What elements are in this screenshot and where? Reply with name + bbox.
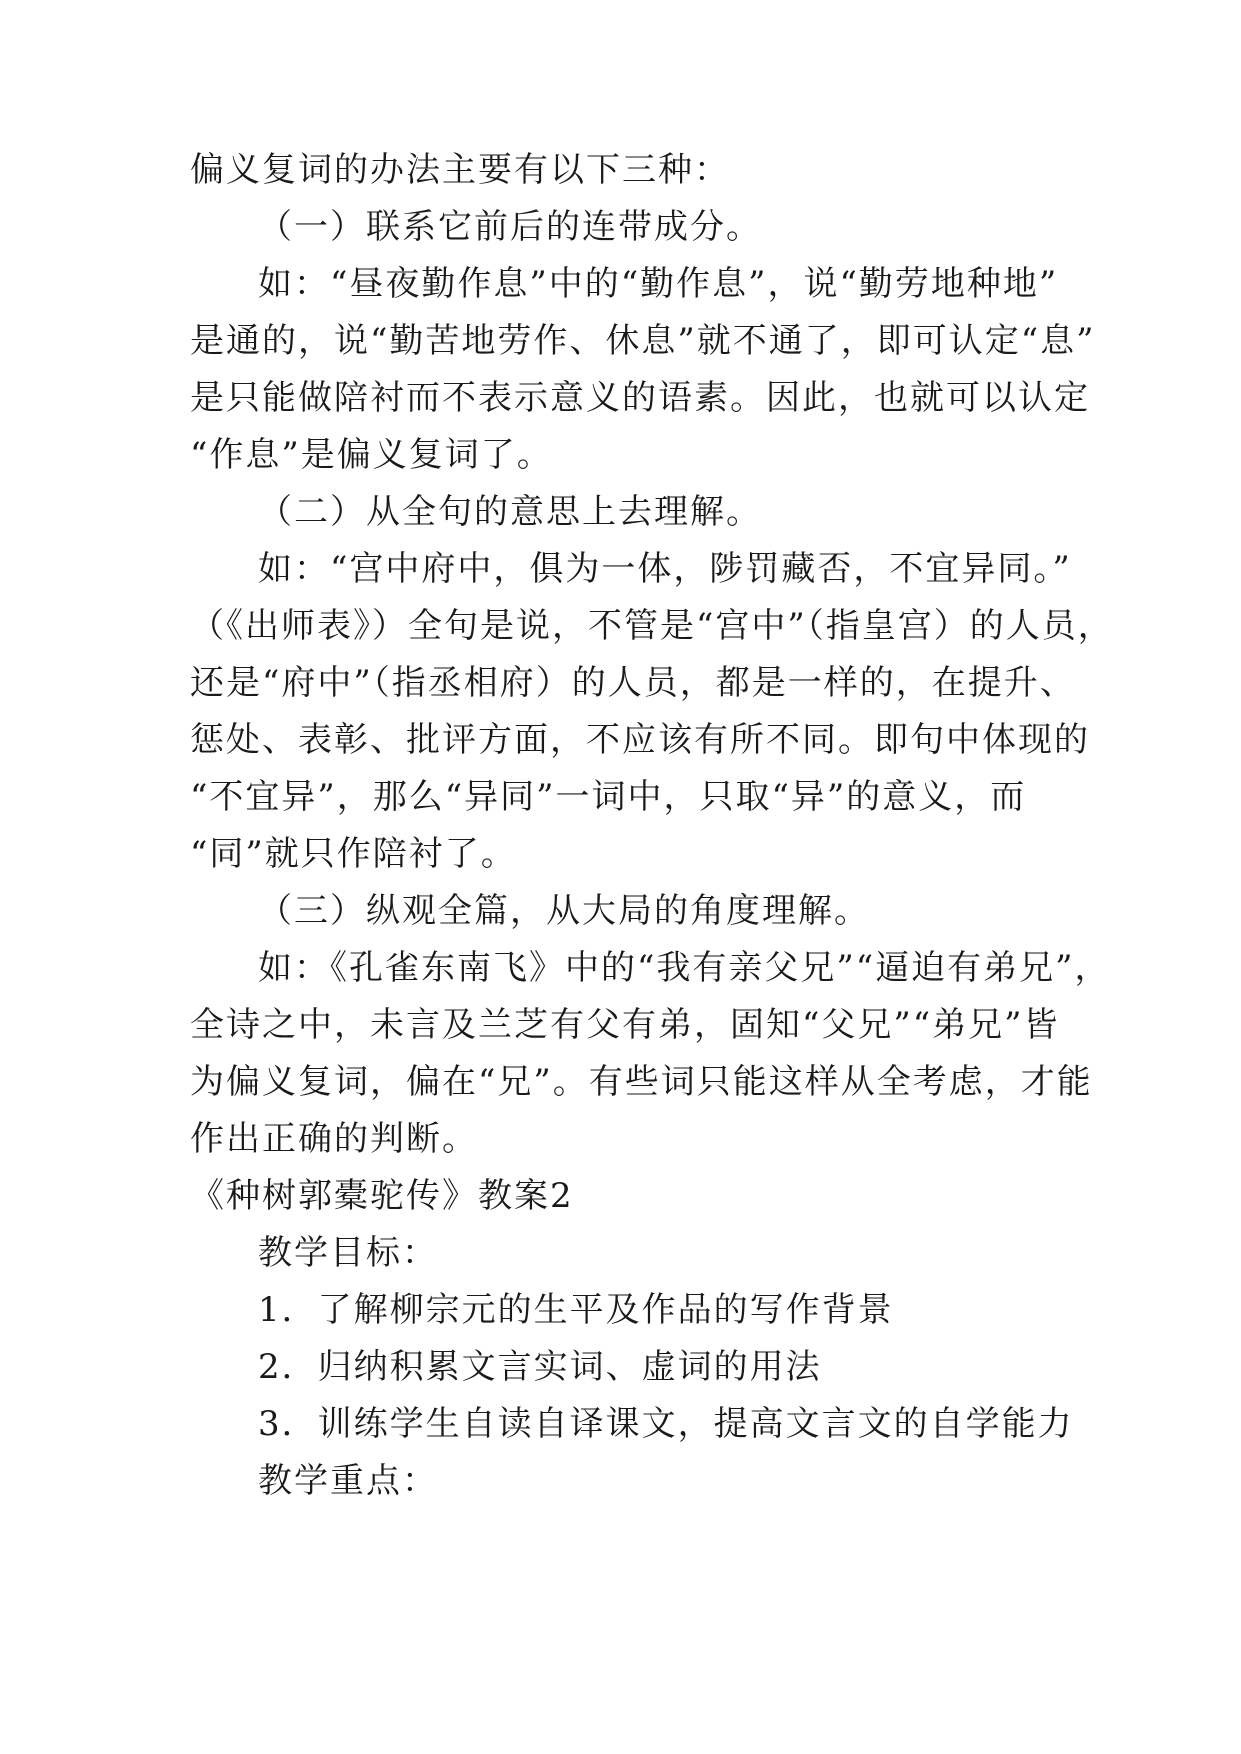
text-line: 全诗之中，未言及兰芝有父有弟，固知“父兄”“弟兄”皆	[190, 1005, 1060, 1045]
text-line: 惩处、表彰、批评方面，不应该有所不同。即句中体现的	[190, 720, 1090, 760]
text-line: 教学重点：	[258, 1461, 438, 1501]
text-line: 1．了解柳宗元的生平及作品的写作背景	[258, 1290, 894, 1330]
text-line: （一）联系它前后的连带成分。	[258, 207, 762, 247]
text-line: “作息”是偏义复词了。	[190, 435, 553, 475]
text-line: 是通的，说“勤苦地劳作、休息”就不通了，即可认定“息”	[190, 321, 1096, 361]
text-line: 3．训练学生自读自译课文，提高文言文的自学能力	[258, 1404, 1074, 1444]
text-line: 偏义复词的办法主要有以下三种：	[190, 150, 730, 190]
text-line: 2．归纳积累文言实词、虚词的用法	[258, 1347, 822, 1387]
text-line: 如：“宫中府中，俱为一体，陟罚藏否，不宜异同。”	[258, 549, 1072, 589]
text-line: （三）纵观全篇，从大局的角度理解。	[258, 891, 870, 931]
text-line: 如：《孔雀东南飞》中的“我有亲父兄”“逼迫有弟兄”，	[258, 948, 1111, 988]
text-line: “不宜异”，那么“异同”一词中，只取“异”的意义，而	[190, 777, 1027, 817]
text-line: 为偏义复词，偏在“兄”。有些词只能这样从全考虑，才能	[190, 1062, 1093, 1102]
text-line: 如：“昼夜勤作息”中的“勤作息”，说“勤劳地种地”	[258, 264, 1059, 304]
text-line: 是只能做陪衬而不表示意义的语素。因此，也就可以认定	[190, 378, 1090, 418]
text-line: 作出正确的判断。	[190, 1119, 478, 1159]
text-line: （《出师表》）全句是说，不管是“宫中”（指皇宫）的人员，	[190, 606, 1114, 646]
text-line: 教学目标：	[258, 1233, 438, 1273]
text-line: “同”就只作陪衬了。	[190, 834, 517, 874]
text-line: 还是“府中”（指丞相府）的人员，都是一样的，在提升、	[190, 663, 1076, 703]
text-line: （二）从全句的意思上去理解。	[258, 492, 762, 532]
section-heading: 《种树郭橐驼传》教案2	[190, 1176, 574, 1216]
